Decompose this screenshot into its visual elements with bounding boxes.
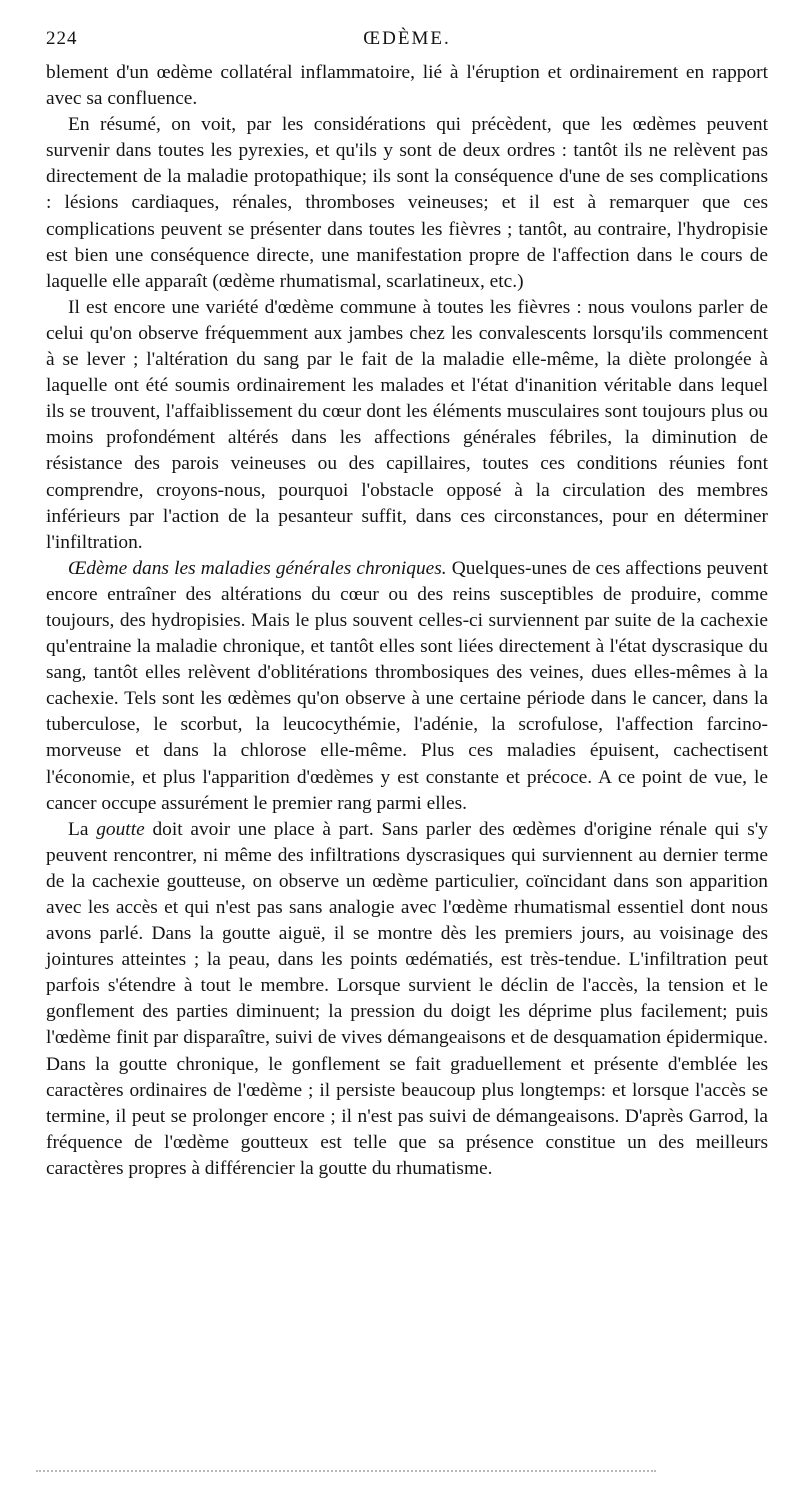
book-page: [46, 28, 768, 1182]
paragraph-gout: [46, 817, 768, 1182]
running-head: [46, 28, 768, 60]
paragraph-convalescent-edema: [46, 295, 768, 556]
paragraph-summary: [46, 112, 768, 295]
footer-dotted-rule: [36, 1470, 656, 1472]
paragraph-continuation: [46, 60, 768, 112]
paragraph-text: Quelques-unes de ces affections peuvent encore entraîner des altérations du cœur ou des reins susceptibles de produire, comme toujours, des hydropisies. Mais le plus souvent celles-ci surviennent par suite de la cachexie qu'entraine la maladie chronique, et tantôt elles sont liées directement à l'état dyscrasique du sang, tantôt elles relèvent d'oblitérations thrombosiques des veines, dues elles-mêmes à la cachexie. Tels sont les œdèmes qu'on observe à une certaine période dans le cancer, dans la tuberculose, le scorbut, la leucocythémie, l'adénie, la scrofulose, l'affection farcino-morveuse et dans la chlorose elle-même. Plus ces maladies épuisent, cachectisent l'économie, et plus l'apparition d'œdèmes y est constante et précoce. A ce point de vue, le cancer occupe assurément le premier rang parmi elles.: [46, 557, 768, 814]
emphasized-term: goutte: [96, 818, 145, 840]
page-number: 224: [46, 28, 78, 49]
paragraph-chronic-diseases: [46, 556, 768, 817]
paragraph-lead: La: [68, 818, 97, 840]
section-heading: Œdème dans les maladies générales chroniques.: [68, 557, 447, 579]
running-title: ŒDÈME.: [363, 28, 451, 49]
paragraph-text: blement d'un œdème collatéral inflammatoire, lié à l'éruption et ordinairement en rapport avec sa confluence.: [46, 62, 768, 110]
paragraph-text: doit avoir une place à part. Sans parler des œdèmes d'origine rénale qui s'y peuvent rencontrer, ni même des infiltrations dyscrasiques qui surviennent au dernier terme de la cachexie goutteuse, on observe un œdème particulier, coïncidant dans son apparition avec les accès et qui n'est pas sans analogie avec l'œdème rhumatismal essentiel dont nous avons parlé. Dans la goutte aiguë, il se montre dès les premiers jours, au voisinage des jointures atteintes ; la peau, dans les points œdématiés, est très-tendue. L'infiltration peut parfois s'étendre à tout le membre. Lorsque survient le déclin de l'accès, la tension et le gonflement des parties diminuent; la pression du doigt les déprime plus facilement; puis l'œdème finit par disparaître, suivi de vives démangeaisons et de desquamation épidermique. Dans la goutte chronique, le gonflement se fait graduellement et présente d'emblée les caractères ordinaires de l'œdème ; il persiste beaucoup plus longtemps: et lorsque l'accès se termine, il peut se prolonger encore ; il n'est pas suivi de démangeaisons. D'après Garrod, la fréquence de l'œdème goutteux est telle que sa présence constitue un des meilleurs caractères propres à différencier la goutte du rhumatisme.: [46, 818, 768, 1179]
paragraph-text: Il est encore une variété d'œdème commune à toutes les fièvres : nous voulons parler de celui qu'on observe fréquemment aux jambes chez les convalescents lorsqu'ils commencent à se lever ; l'altération du sang par le fait de la maladie elle-même, la diète prolongée à laquelle ont été soumis ordinairement les malades et l'état d'inanition véritable dans lequel ils se trouvent, l'affaiblissement du cœur dont les éléments musculaires sont toujours plus ou moins profondément altérés dans les affections générales fébriles, la diminution de résistance des parois veineuses ou des capillaires, toutes ces conditions réunies font comprendre, croyons-nous, pourquoi l'obstacle opposé à la circulation des membres inférieurs par l'action de la pesanteur suffit, dans ces circonstances, pour en déterminer l'infiltration.: [46, 296, 768, 553]
paragraph-text: En résumé, on voit, par les considérations qui précèdent, que les œdèmes peuvent survenir dans toutes les pyrexies, et qu'ils y sont de deux ordres : tantôt ils ne relèvent pas directement de la maladie protopathique; ils sont la conséquence d'une de ses complications : lésions cardiaques, rénales, thromboses veineuses; et il est à remarquer que ces complications peuvent se présenter dans toutes les fièvres ; tantôt, au contraire, l'hydropisie est bien une conséquence directe, une manifestation propre de l'affection dans le cours de laquelle elle apparaît (œdème rhumatismal, scarlatineux, etc.): [46, 114, 768, 292]
body-text: [46, 60, 768, 1182]
